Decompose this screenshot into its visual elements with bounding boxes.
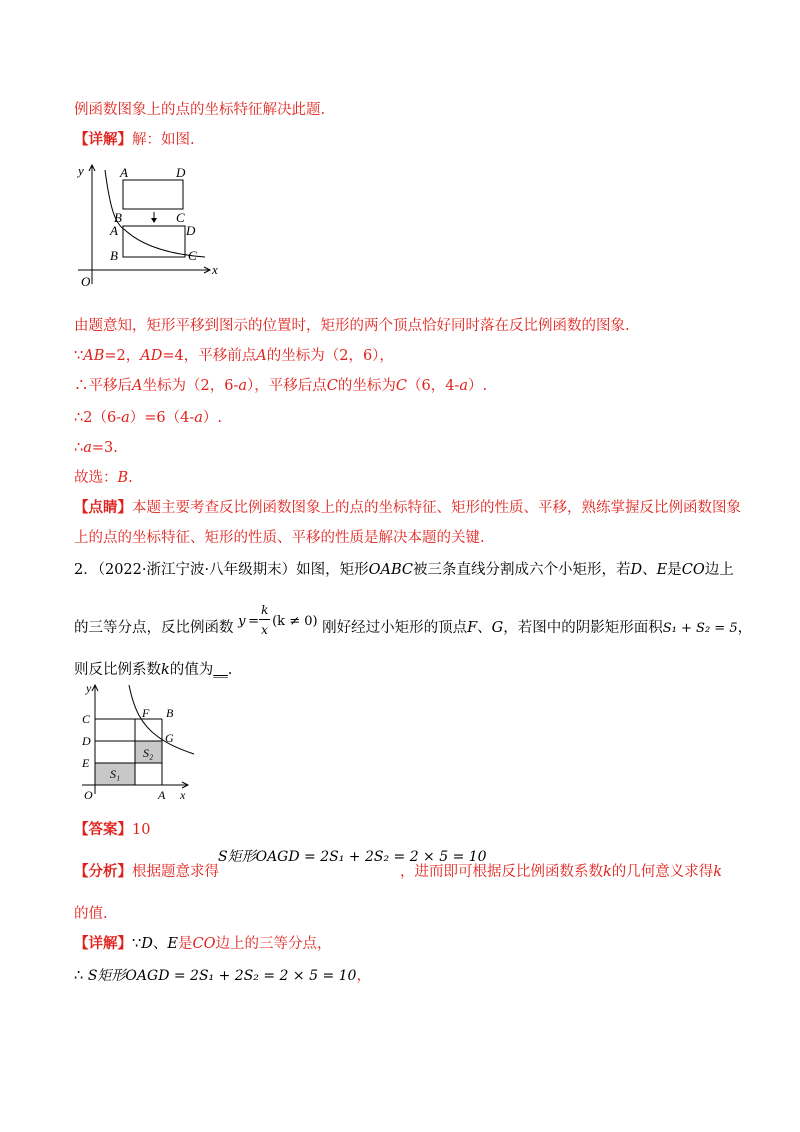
l8-post: . — [128, 470, 133, 486]
fig1-label-B-mid: B — [114, 210, 122, 225]
func-y: y — [238, 614, 246, 629]
fig2-label-S2: S₂ — [143, 746, 154, 760]
fig2-label-S1: S₁ — [110, 767, 121, 781]
answer-label: 【答案】 — [74, 821, 132, 838]
fig1-label-A-top: A — [120, 165, 128, 180]
l4-ab: AB — [83, 348, 105, 364]
q2-e: E — [656, 562, 668, 578]
q2-t2: 是 — [667, 562, 682, 578]
l5-mid2: ），平移后点 — [247, 378, 327, 394]
fig2-label-O: O — [84, 788, 93, 802]
fig1-label-y: y — [78, 163, 84, 178]
l5-pre: ∴平移后 — [74, 378, 132, 394]
fig2-label-D: D — [82, 734, 91, 748]
solution-line-2 — [74, 346, 394, 366]
detail-text: 解：如图. — [132, 132, 195, 148]
analysis-line-1 — [74, 862, 219, 882]
analysis-t1: 根据题意求得 — [132, 864, 219, 880]
fig2-label-B: B — [166, 706, 174, 720]
l4-eq1: =2， — [104, 348, 141, 364]
q2-l3-post: 的值为 — [169, 662, 214, 678]
fig2-label-A: A — [158, 788, 166, 802]
detail2-line-1 — [74, 934, 331, 954]
l5-av1: a — [238, 378, 247, 394]
q2-l2-end: ， — [737, 620, 753, 636]
l7-pre: ∴ — [74, 440, 84, 456]
solution-line-6 — [74, 468, 133, 488]
q2-co: CO — [681, 562, 705, 578]
detail2-math: S矩形OAGD = 2S₁ + 2S₂ = 2 × 5 = 10 — [87, 968, 357, 984]
l5-av2: a — [459, 378, 468, 394]
l6-mid: ）=6（4- — [129, 410, 195, 426]
l4-pre: ∵ — [74, 348, 84, 364]
q2-line-2 — [74, 603, 753, 639]
answer-value: 10 — [132, 822, 151, 838]
answer-line — [74, 820, 150, 840]
q2-l2-mid: 刚好经过小矩形的顶点 — [322, 620, 468, 636]
detail-label: 【详解】 — [74, 131, 132, 148]
figure-1 — [70, 158, 230, 298]
fig2-label-F: F — [142, 706, 150, 720]
analysis-t3: 的几何意义求得 — [611, 864, 714, 880]
q2-sum-expr: S₁ + S₂ = 5 — [662, 621, 738, 636]
q2-line-3 — [74, 660, 232, 680]
detail2-sep: 、 — [152, 936, 168, 952]
q2-sep: 、 — [642, 562, 657, 578]
analysis-label: 【分析】 — [74, 863, 132, 880]
answer-blank: __ — [213, 662, 228, 678]
fig2-label-x: x — [180, 788, 186, 802]
detail2-t2: 边上的三等分点， — [215, 936, 332, 952]
detail2-line-2 — [74, 966, 371, 986]
q2-t3: 边上 — [704, 562, 734, 578]
func-eq: = — [248, 614, 260, 629]
detail-line — [74, 130, 195, 150]
q2-t1: 被三条直线分割成六个小矩形，若 — [413, 562, 631, 578]
l5-mid4: （6，4- — [406, 378, 460, 394]
fig2-label-G: G — [165, 731, 174, 745]
detail2-label: 【详解】 — [74, 935, 132, 952]
fig1-label-x: x — [212, 262, 218, 277]
l6-post: ）. — [202, 410, 222, 426]
q2-k: k — [161, 662, 170, 678]
detail2-co: CO — [192, 936, 216, 952]
fig2-label-y: y — [86, 681, 92, 695]
q2-g: G — [491, 620, 504, 636]
fig1-label-C-mid: C — [176, 210, 185, 225]
q2-sep2: 、 — [477, 620, 492, 636]
q2-d: D — [630, 562, 643, 578]
l6-pre: ∴2（6- — [74, 410, 122, 426]
solution-line-3 — [74, 376, 487, 396]
fig2-label-C: C — [82, 712, 91, 726]
l5-a: A — [132, 378, 143, 394]
dianjing-line-1 — [74, 498, 741, 518]
l7-a: a — [83, 440, 92, 456]
fig1-label-O: O — [81, 274, 91, 289]
detail2-comma: ， — [356, 968, 371, 984]
solution-line-1: 由题意知，矩形平移到图示的位置时，矩形的两个顶点恰好同时落在反比例函数的图象. — [74, 318, 630, 334]
func-cond: (k ≠ 0) — [272, 614, 318, 629]
detail2-pre: ∵ — [132, 936, 142, 952]
l6-a2: a — [194, 410, 203, 426]
fig1-label-D: D — [186, 223, 196, 238]
l5-mid1: 坐标为（2，6- — [142, 378, 239, 394]
fig1-label-B: B — [110, 248, 118, 263]
fig1-rect-after — [123, 226, 185, 257]
func-k: k — [261, 603, 269, 617]
l4-eq2: =4，平移前点 — [162, 348, 257, 364]
dianjing-line-2: 上的点的坐标特征、矩形的性质、平移的性质是解决本题的关键. — [74, 530, 485, 546]
q2-l2-post: ，若图中的阴影矩形面积 — [503, 620, 663, 636]
dianjing-label: 【点睛】 — [74, 499, 132, 516]
q2-f: F — [467, 620, 478, 636]
analysis-t2: ，进而即可根据反比例函数系数 — [400, 864, 603, 880]
detail2-e: E — [167, 936, 178, 952]
l8-b: B — [117, 470, 129, 486]
detail2-t1: 是 — [177, 936, 193, 952]
solution-line-5 — [74, 438, 118, 458]
q2-source: （2022·浙江宁波·八年级期末）如图，矩形 — [97, 562, 369, 578]
l4-ad: AD — [140, 348, 163, 364]
analysis-k2: k — [713, 864, 723, 880]
fig1-label-D-top: D — [176, 165, 186, 180]
l4-a: A — [256, 348, 267, 364]
analysis-line-1-tail — [400, 862, 722, 882]
l5-post: ）. — [467, 378, 488, 394]
l8-pre: 故选： — [74, 470, 118, 486]
fig1-rect-before — [123, 180, 183, 209]
intro-line: 例函数图象上的点的坐标特征解决此题. — [74, 102, 326, 118]
fig1-arrow-head — [151, 218, 157, 223]
l4-post: 的坐标为（2，6）， — [266, 348, 394, 364]
q2-line-1 — [74, 560, 734, 580]
dianjing-text-1: 本题主要考查反比例函数图象上的点的坐标特征、矩形的性质、平移，熟练掌握反比例函数图象 — [132, 500, 741, 516]
analysis-math: S矩形OAGD = 2S₁ + 2S₂ = 2 × 5 = 10 — [218, 849, 487, 865]
l7-post: =3. — [91, 440, 118, 456]
func-x: x — [261, 623, 268, 637]
solution-line-4 — [74, 408, 222, 428]
q2-function — [238, 603, 322, 637]
q2-number: 2． — [74, 562, 98, 578]
l6-a1: a — [121, 410, 130, 426]
l5-c2: C — [395, 378, 407, 394]
fig1-label-C: C — [188, 248, 197, 263]
q2-oabc: OABC — [368, 562, 413, 578]
analysis-line-2: 的值. — [74, 906, 108, 922]
detail2-therefore: ∴ — [74, 968, 84, 984]
fig2-label-E: E — [82, 756, 90, 770]
q2-l3-end: . — [227, 662, 233, 678]
analysis-k1: k — [603, 864, 612, 880]
figure-2 — [72, 680, 202, 808]
q2-l3-pre: 则反比例系数 — [74, 662, 161, 678]
detail2-d: D — [141, 936, 153, 952]
l5-c: C — [326, 378, 338, 394]
fig1-label-A: A — [110, 223, 118, 238]
q2-l2-pre: 的三等分点，反比例函数 — [74, 620, 234, 636]
l5-mid3: 的坐标为 — [337, 378, 396, 394]
